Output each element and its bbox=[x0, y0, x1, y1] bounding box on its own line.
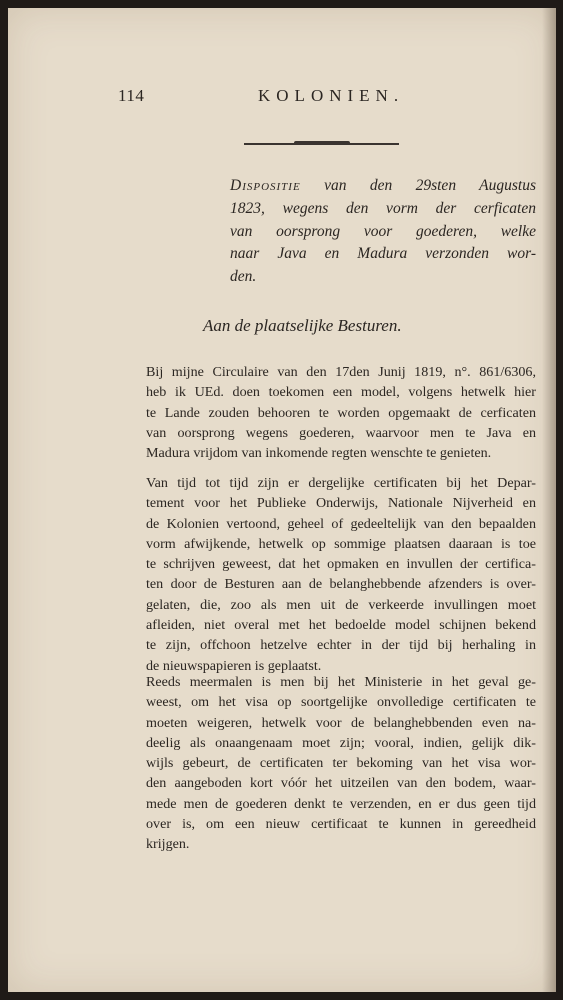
heading-line: 1823, wegens den vorm der cerficaten bbox=[230, 199, 536, 217]
body-line: heb ik UEd. doen toekomen een model, volgens hetwelk hier bbox=[146, 384, 536, 401]
paragraph-3 bbox=[146, 672, 536, 855]
running-title: KOLONIEN. bbox=[258, 86, 405, 105]
page-header bbox=[118, 86, 448, 110]
body-line: te schrijven geweest, dat het opmaken en invullen der certifica- bbox=[146, 556, 536, 573]
heading-line: den. bbox=[230, 268, 257, 286]
heading-lead-word: Dispositie bbox=[230, 177, 301, 194]
body-line: den aangeboden kort vóór het uitzeilen van den bodem, waar- bbox=[146, 775, 536, 792]
body-line: krijgen. bbox=[146, 836, 190, 853]
body-line: afleiden, niet overal met het bedoelde model schijnen bekend bbox=[146, 617, 536, 634]
body-line: de Kolonien vertoond, geheel of gedeeltelijk van den bepaalden bbox=[146, 515, 536, 532]
paragraph-2 bbox=[146, 473, 536, 676]
disposition-heading bbox=[230, 175, 536, 289]
body-line: Madura vrijdom van inkomende regten wenschte te genieten. bbox=[146, 445, 492, 462]
addressee-line: Aan de plaatselijke Besturen. bbox=[203, 316, 402, 335]
body-line: de nieuwspapieren is geplaatst. bbox=[146, 657, 322, 674]
heading-line: van oorsprong voor goederen, welke bbox=[230, 222, 536, 240]
paragraph-1 bbox=[146, 362, 536, 463]
body-line: Bij mijne Circulaire van den 17den Junij 1819, n°. 861/6306, bbox=[146, 364, 536, 380]
body-line: te zijn, offchoon hetzelve echter in der tijd bij herhaling in bbox=[146, 637, 536, 654]
body-line: van oorsprong wegens goederen, waarvoor men te Java en bbox=[146, 424, 536, 441]
body-line: ten door de Besturen aan de belanghebbende afzenders is over- bbox=[146, 576, 536, 593]
body-line: moeten weigeren, hetwelk voor de belanghebbenden even na- bbox=[146, 714, 536, 731]
body-line: Reeds meermalen is men bij het Ministerie in het geval ge- bbox=[146, 674, 536, 690]
page-number: 114 bbox=[118, 86, 145, 105]
body-line: gelaten, die, zoo als men uit de verkeerde invullingen moet bbox=[146, 596, 536, 613]
body-line: vorm afwijkende, hetwelk op sommige plaatsen daaraan is toe bbox=[146, 535, 536, 552]
book-page bbox=[8, 8, 556, 992]
heading-line: naar Java en Madura verzonden wor- bbox=[230, 245, 536, 263]
body-line: wijls gebeurt, de certificaten ter bekoming van het visa wor- bbox=[146, 755, 536, 772]
body-line: te Lande zouden behooren te worden opgemaakt de cerficaten bbox=[146, 404, 536, 421]
body-line: Van tijd tot tijd zijn er dergelijke certificaten bij het Depar- bbox=[146, 475, 536, 491]
heading-line bbox=[230, 175, 536, 198]
body-line: over is, om een nieuw certificaat te kunnen in gereedheid bbox=[146, 816, 536, 833]
body-line: weest, om het visa op soortgelijke onvolledige certificaten te bbox=[146, 694, 536, 711]
spine-shadow bbox=[542, 8, 556, 992]
body-line: deelig als onaangenaam moet zijn; vooral, indien, gelijk dik- bbox=[146, 734, 536, 751]
heading-line-text: van den 29sten Augustus bbox=[324, 177, 537, 194]
body-line: tement voor het Publieke Onderwijs, Nationale Nijverheid en bbox=[146, 495, 536, 512]
header-rule-ornament bbox=[294, 141, 350, 145]
body-line: mede men de goederen denkt te verzenden, en er dus geen tijd bbox=[146, 795, 536, 812]
